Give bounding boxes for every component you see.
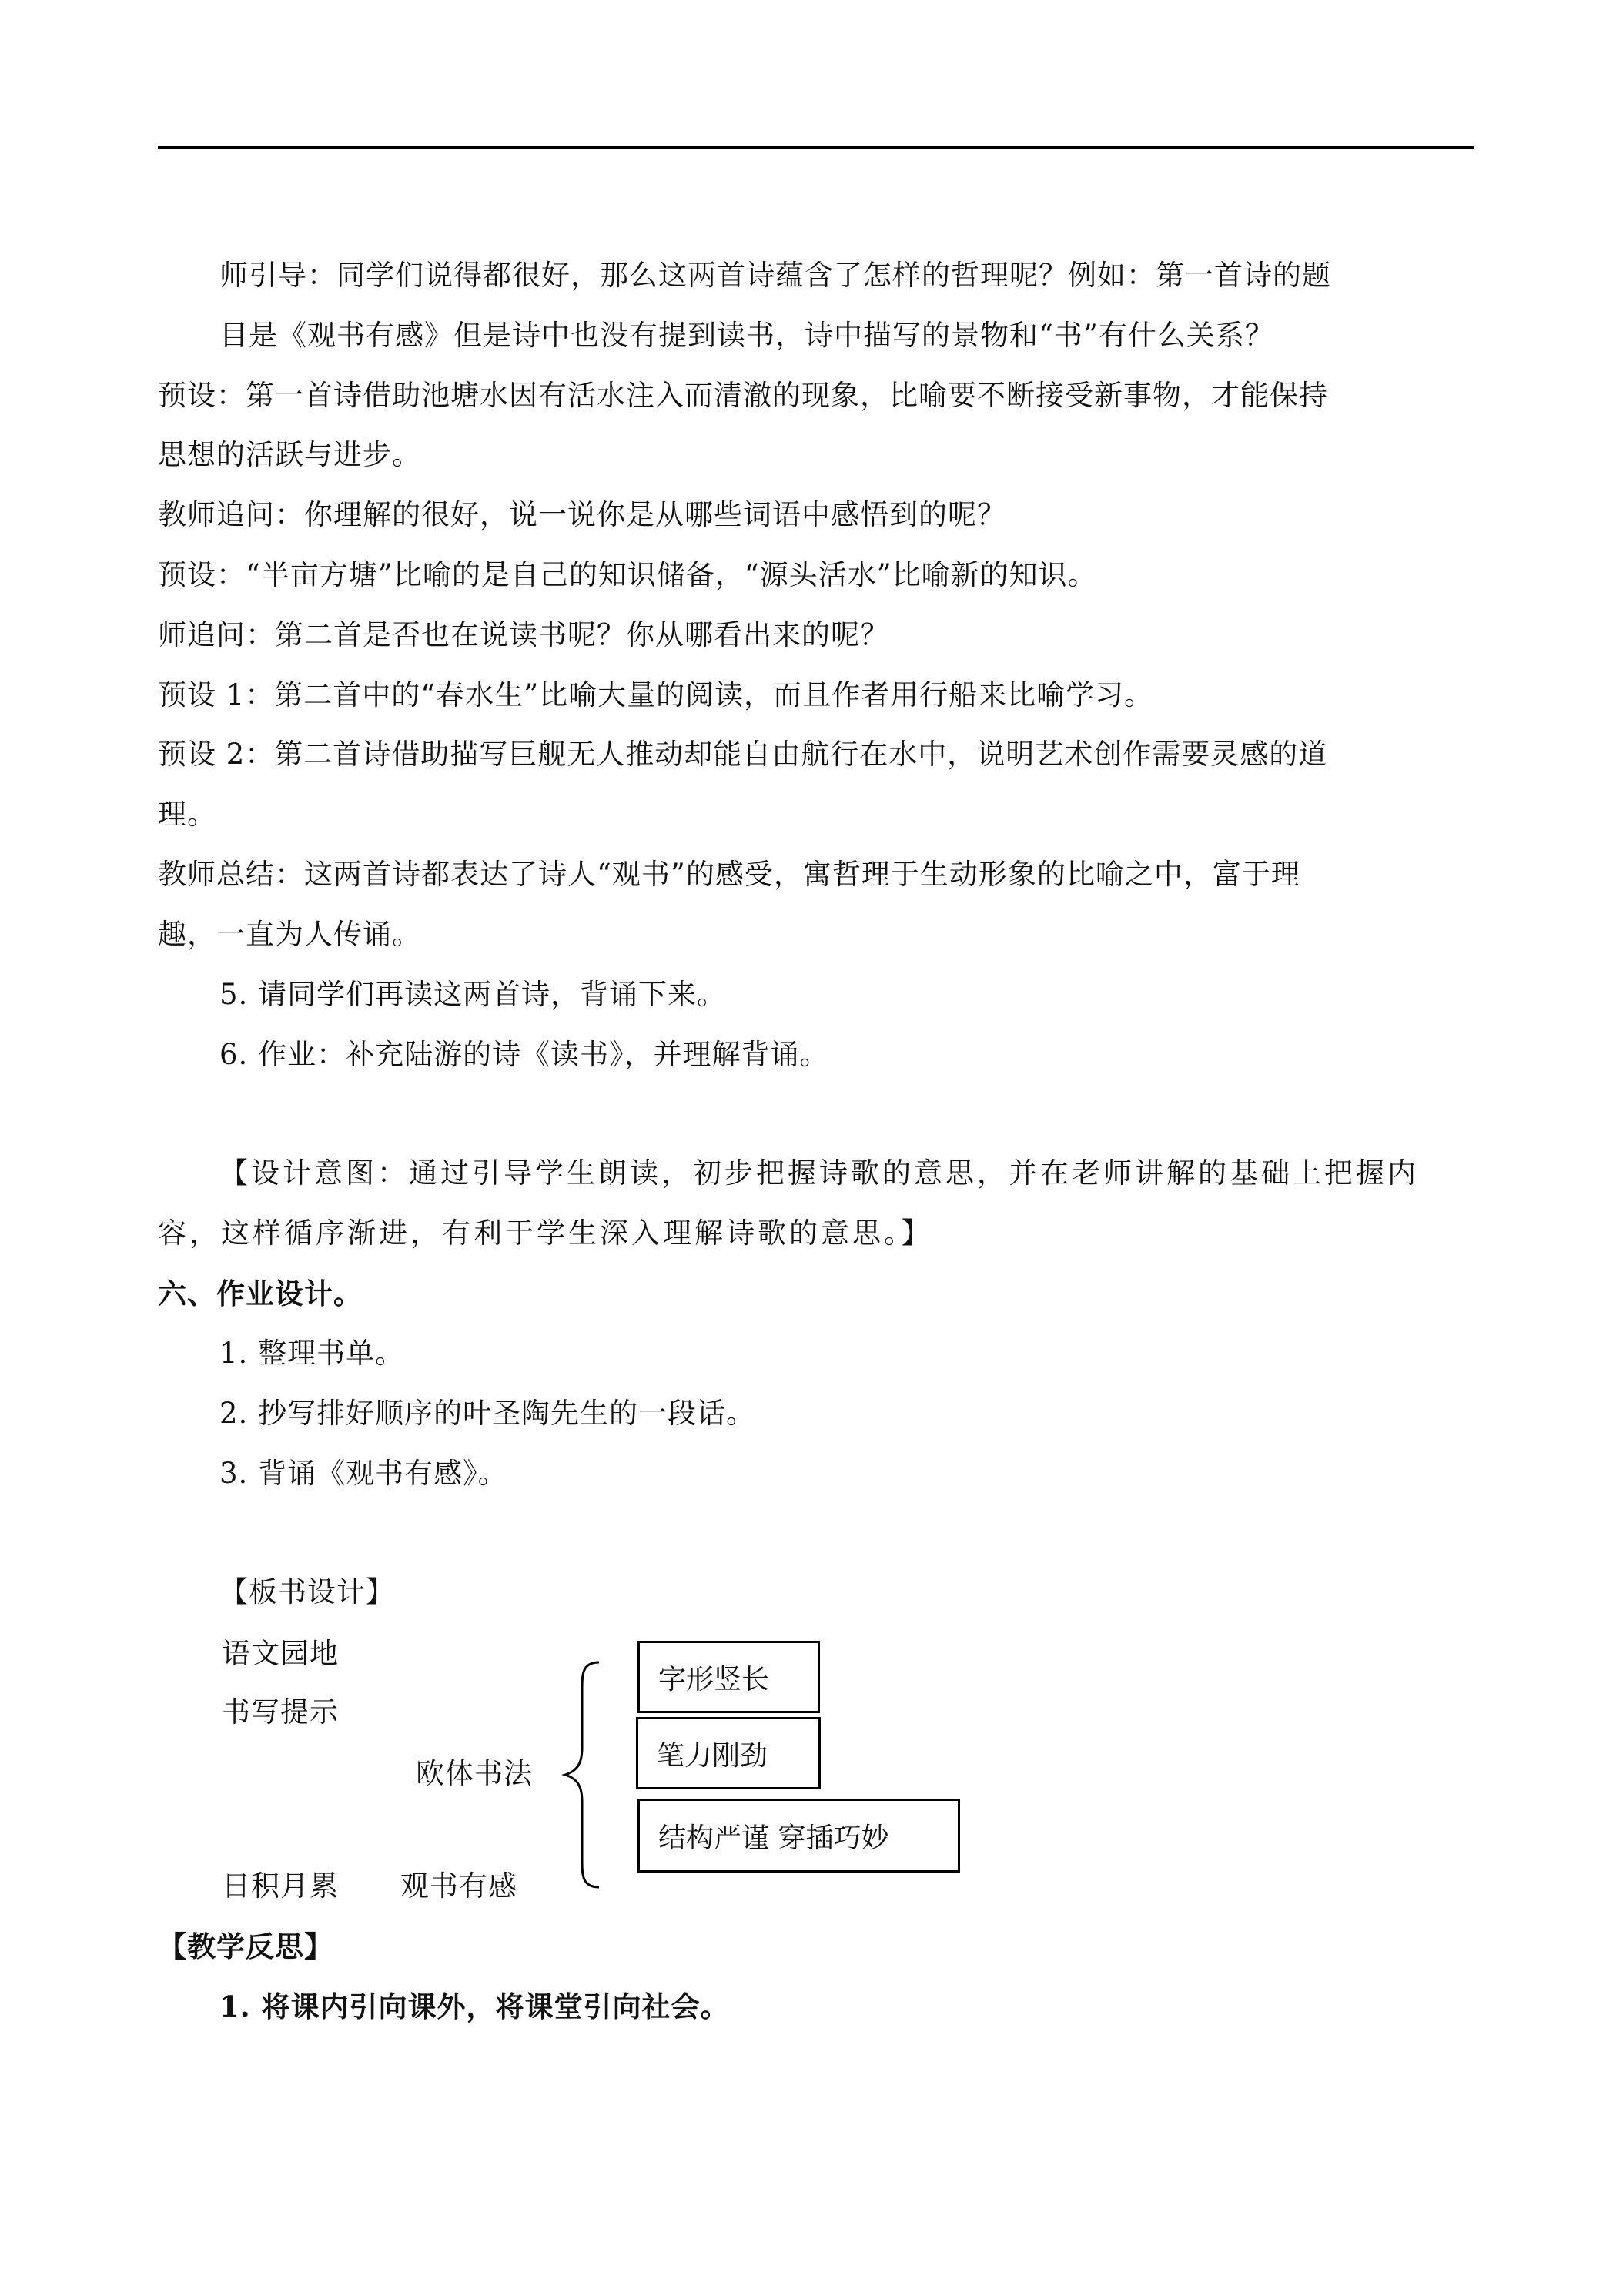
board-box-2: 笔力刚劲 — [636, 1717, 821, 1789]
homework-item: 2. 抄写排好顺序的叶圣陶先生的一段话。 — [219, 1397, 756, 1430]
paragraph-line: 师引导：同学们说得都很好，那么这两首诗蕴含了怎样的哲理呢？例如：第一首诗的题 — [219, 259, 1331, 292]
paragraph-line: 预设 1：第二首中的“春水生”比喻大量的阅读，而且作者用行船来比喻学习。 — [158, 678, 1154, 711]
paragraph-line: 预设：“半亩方塘”比喻的是自己的知识储备，“源头活水”比喻新的知识。 — [158, 558, 1097, 591]
board-box-1: 字形竖长 — [637, 1641, 820, 1713]
reflection-item: 1. 将课内引向课外，将课堂引向社会。 — [219, 1990, 730, 2023]
paragraph-line: 师追问：第二首是否也在说读书呢？你从哪看出来的呢？ — [158, 618, 889, 651]
paragraph-line: 教师总结：这两首诗都表达了诗人“观书”的感受，寓哲理于生动形象的比喻之中，富于理 — [158, 858, 1300, 891]
curly-brace-icon — [561, 1659, 607, 1890]
board-box-3: 结构严谨 穿插巧妙 — [637, 1799, 960, 1873]
board-heading: 【板书设计】 — [219, 1575, 395, 1608]
paragraph-line: 趣，一直为人传诵。 — [158, 918, 421, 951]
design-intent-line: 【设计意图：通过引导学生朗读，初步把握诗歌的意思，并在老师讲解的基础上把握内 — [219, 1156, 1419, 1190]
paragraph-line: 思想的活跃与进步。 — [158, 438, 421, 471]
reflection-heading: 【教学反思】 — [158, 1930, 333, 1963]
paragraph-line: 理。 — [158, 798, 216, 831]
paragraph-line: 预设 2：第二首诗借助描写巨舰无人推动却能自由航行在水中，说明艺术创作需要灵感的道 — [158, 738, 1328, 771]
paragraph-line: 教师追问：你理解的很好，说一说你是从哪些词语中感悟到的呢？ — [158, 498, 1006, 531]
paragraph-line: 目是《观书有感》但是诗中也没有提到读书，诗中描写的景物和“书”有什么关系？ — [219, 319, 1274, 352]
header-rule — [158, 146, 1474, 149]
homework-item: 1. 整理书单。 — [219, 1337, 405, 1370]
board-left-bottom-title: 观书有感 — [400, 1869, 517, 1903]
board-left-bottom: 日积月累 — [222, 1869, 339, 1903]
board-left-top: 语文园地 — [222, 1637, 339, 1670]
board-left-mid: 书写提示 — [222, 1695, 339, 1729]
list-item: 6. 作业：补充陆游的诗《读书》，并理解背诵。 — [219, 1038, 829, 1071]
list-item: 5. 请同学们再读这两首诗，背诵下来。 — [219, 978, 727, 1011]
board-center: 欧体书法 — [416, 1757, 533, 1790]
design-intent-line: 容，这样循序渐进，有利于学生深入理解诗歌的意思。】 — [158, 1217, 933, 1250]
paragraph-line: 预设：第一首诗借助池塘水因有活水注入而清澈的现象，比喻要不断接受新事物，才能保持 — [158, 379, 1328, 412]
section-heading: 六、作业设计。 — [158, 1277, 363, 1310]
homework-item: 3. 背诵《观书有感》。 — [219, 1457, 507, 1490]
